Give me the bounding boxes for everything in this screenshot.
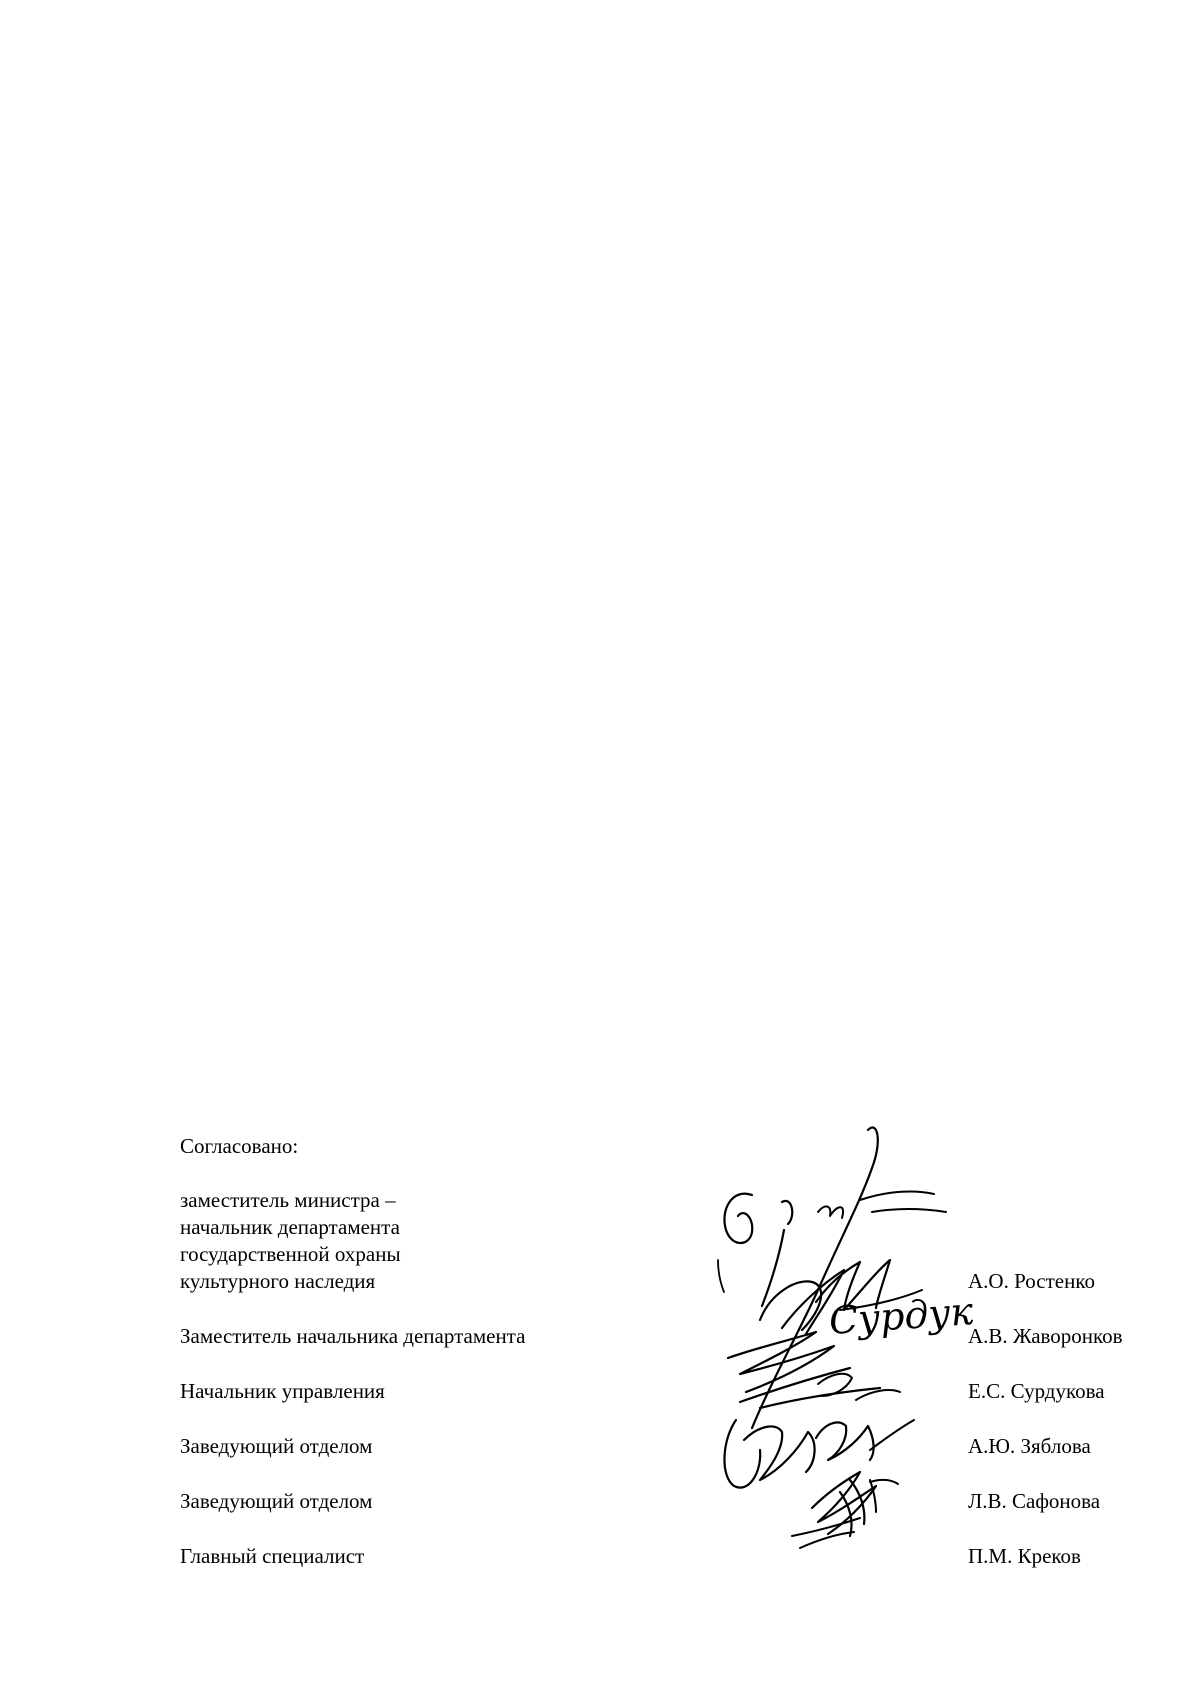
approval-heading: Согласовано: bbox=[180, 1134, 299, 1158]
signature-6-krekov bbox=[792, 1472, 898, 1548]
handwritten-signatures bbox=[700, 1120, 990, 1640]
signatory-1-name: А.О. Ростенко bbox=[968, 1269, 1095, 1293]
signatory-4-name: А.Ю. Зяблова bbox=[968, 1434, 1091, 1458]
signatory-2-name: А.В. Жаворонков bbox=[968, 1324, 1123, 1348]
signatory-1-position-line-1: заместитель министра – bbox=[180, 1188, 396, 1212]
signatory-6-position: Главный специалист bbox=[180, 1544, 365, 1568]
signatory-1-position bbox=[180, 1187, 401, 1295]
signature-2-zhavoronkov bbox=[760, 1260, 922, 1334]
signatory-5-position: Заведующий отделом bbox=[180, 1489, 373, 1513]
signatory-1-position-line-3: государственной охраны bbox=[180, 1242, 401, 1266]
signatory-2-position: Заместитель начальника департамента bbox=[180, 1324, 526, 1348]
signatory-4-position: Заведующий отделом bbox=[180, 1434, 373, 1458]
signatory-6-name: П.М. Креков bbox=[968, 1544, 1081, 1568]
signatory-1-position-line-4: культурного наследия bbox=[180, 1269, 376, 1293]
signature-1-rostenko bbox=[718, 1128, 946, 1428]
signature-4-zyablova bbox=[728, 1332, 900, 1408]
signatory-5-name: Л.В. Сафонова bbox=[968, 1489, 1101, 1513]
signatory-1-position-line-2: начальник департамента bbox=[180, 1215, 400, 1239]
signature-3-lettering: Сурдук bbox=[827, 1289, 975, 1343]
signature-5-safonova bbox=[724, 1420, 914, 1512]
signatory-3-position: Начальник управления bbox=[180, 1379, 385, 1403]
signatory-3-name: Е.С. Сурдукова bbox=[968, 1379, 1105, 1403]
signature-3-surdukova bbox=[828, 1289, 975, 1343]
